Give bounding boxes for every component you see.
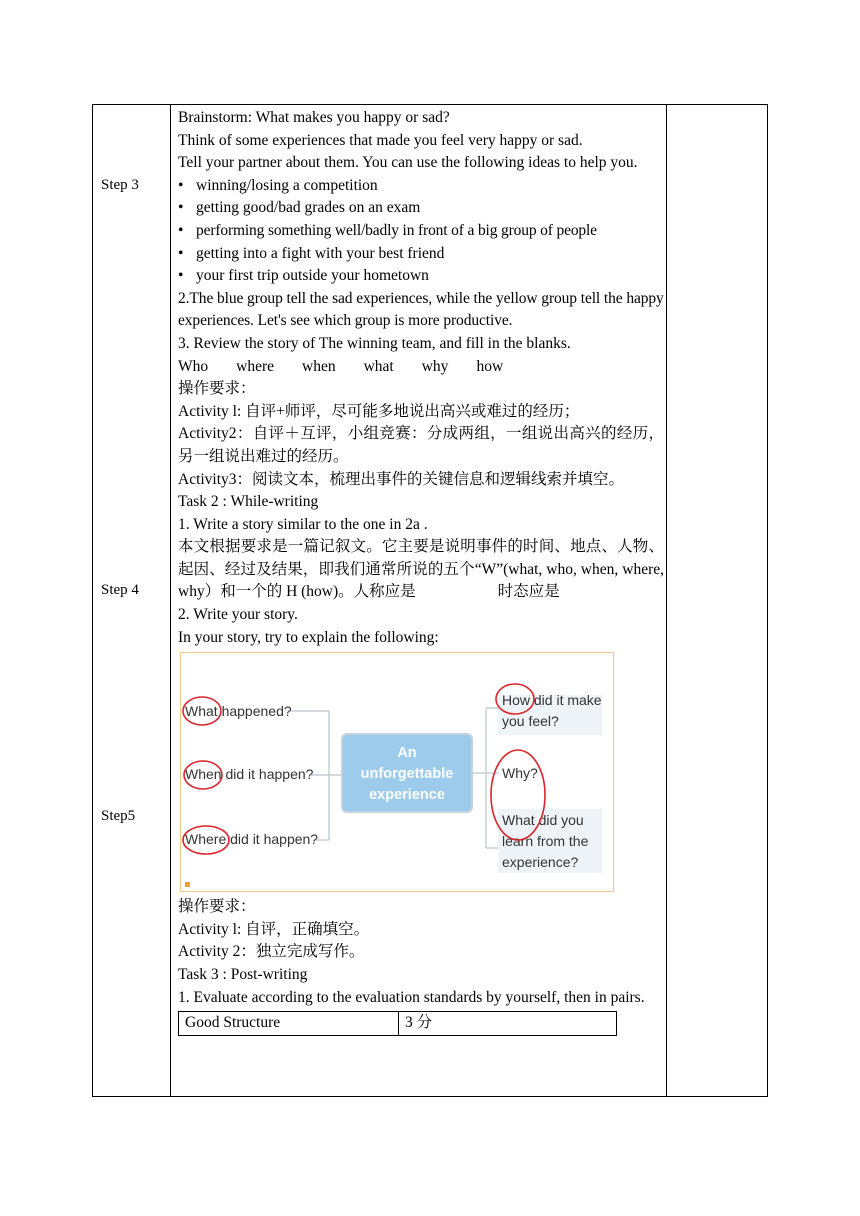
question-words: Who where when what why how (178, 357, 504, 375)
task-3-title: Task 3 : Post-writing (178, 966, 308, 984)
review-task: 3. Review the story of The winning team, and fill in the blanks. (178, 334, 571, 352)
task-3-item-1: 1. Evaluate according to the evaluation standards by yourself, then in pairs. (178, 988, 645, 1006)
list-item: • getting into a fight with your best friend (178, 243, 664, 266)
lesson-table (92, 104, 768, 1097)
activity-2-step3: Activity2：自评＋互评，小组竞赛：分成两组，一组说出高兴的经历，另一组说出难过的经历。 (178, 425, 664, 465)
mind-map-diagram (180, 652, 614, 892)
task-2-item-1: 1. Write a story similar to the one in 2a . (178, 515, 428, 533)
list-item: • your first trip outside your hometown (178, 265, 664, 288)
step-5-label: Step5 (101, 808, 136, 824)
what-learn-label: What did you learn from the experience? (502, 812, 589, 871)
step-4-label: Step 4 (101, 582, 139, 598)
explain-line: In your story, try to explain the following: (178, 628, 439, 646)
bullet-icon: • (178, 199, 184, 217)
ideas-list (178, 175, 664, 288)
score-cell: 3 分 (399, 1012, 617, 1036)
why-label: Why? (502, 765, 538, 782)
column-divider-2 (666, 105, 667, 1096)
when-happened-label: When did it happen? (185, 766, 314, 783)
task-2-item-2: 2. Write your story. (178, 606, 298, 624)
activity-3-step3: Activity3：阅读文本，梳理出事件的关键信息和逻辑线索并填空。 (178, 470, 625, 488)
annotation-circles (181, 653, 612, 890)
brainstorm-title: Brainstorm: What makes you happy or sad? (178, 109, 450, 126)
step-3-label: Step 3 (101, 177, 139, 193)
table-row (179, 1012, 617, 1036)
list-item: • performing something well/badly in front of a big group of people (178, 220, 664, 243)
bullet-icon: • (178, 244, 184, 262)
list-item: • getting good/bad grades on an exam (178, 197, 664, 220)
requirements-label: 操作要求： (178, 380, 256, 398)
task-2-title: Task 2 : While-writing (178, 493, 319, 511)
task-2-description: 本文根据要求是一篇记叙文。它主要是说明事件的时间、地点、人物、起因、经过及结果，即我们通常所说的五个“W”(what, who, when, where, why）和一个的 H (how)。人称应是 时态应是 (178, 538, 664, 601)
bullet-icon: • (178, 221, 184, 239)
evaluation-table (178, 1011, 617, 1036)
how-feel-label: How did it make you feel? (502, 692, 602, 730)
column-divider-1 (170, 105, 171, 1096)
activity-content (178, 107, 664, 1036)
criterion-cell: Good Structure (179, 1012, 399, 1036)
think-line: Think of some experiences that made you feel very happy or sad. (178, 131, 583, 149)
activity-2-step5: Activity 2：独立完成写作。 (178, 943, 365, 961)
bullet-icon: • (178, 176, 184, 194)
what-happened-label: What happened? (185, 703, 292, 720)
activity-1-step5: Activity l: 自评，正确填空。 (178, 920, 370, 938)
requirements-label: 操作要求： (178, 898, 256, 916)
where-happened-label: Where did it happen? (185, 831, 319, 848)
central-topic-box: An unforgettable experience (341, 733, 473, 813)
activity-1-step3: Activity l: 自评+师评，尽可能多地说出高兴或难过的经历； (178, 402, 580, 420)
tell-line: Tell your partner about them. You can use the following ideas to help you. (178, 154, 638, 172)
bullet-icon: • (178, 267, 184, 285)
group-task: 2.The blue group tell the sad experiences, while the yellow group tell the happy experiences. Let's see which group is more productive. (178, 289, 664, 330)
marker-dot (185, 882, 190, 887)
list-item: • winning/losing a competition (178, 175, 664, 198)
